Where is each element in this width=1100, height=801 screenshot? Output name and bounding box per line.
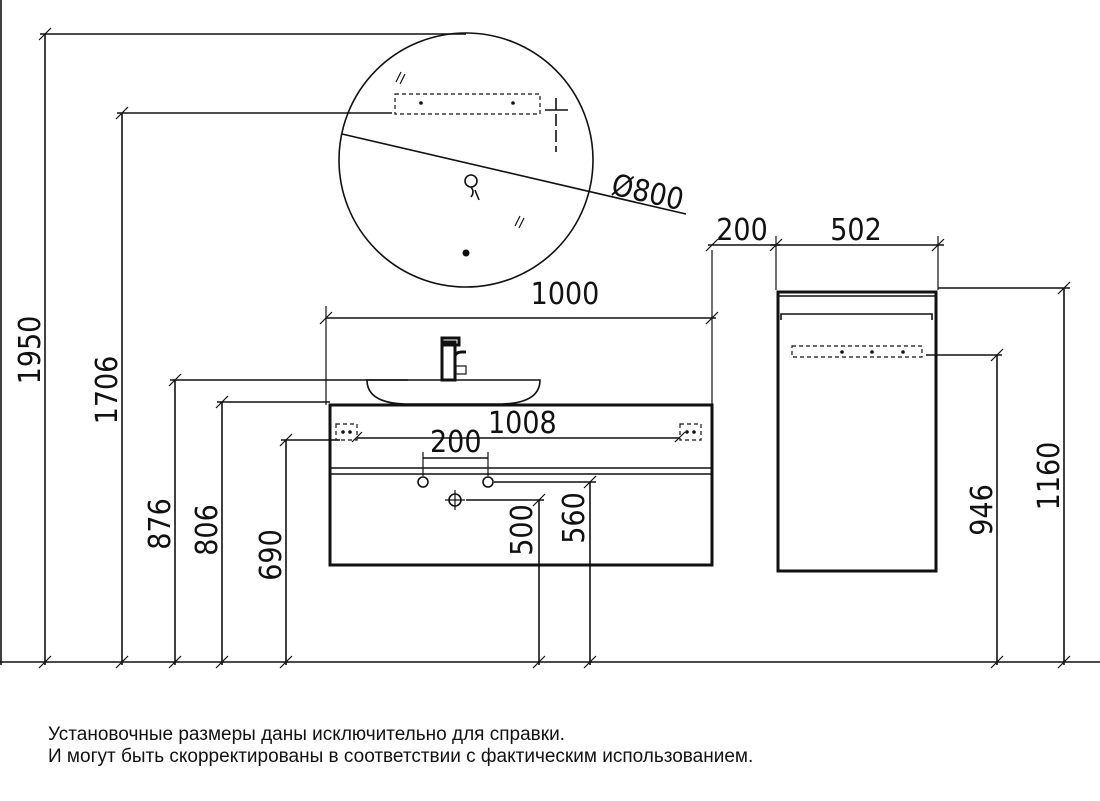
mirror-diameter-label: Ø800 (608, 167, 687, 219)
dim-1000 (320, 250, 718, 405)
dim-690 (254, 434, 340, 668)
dim-876 (143, 374, 408, 668)
round-mirror (339, 33, 687, 287)
svg-text:1008: 1008 (488, 406, 557, 441)
dim-1706 (90, 107, 392, 668)
dim-946 (926, 349, 1003, 668)
faucet (442, 338, 466, 380)
svg-text:200: 200 (430, 425, 482, 460)
glass-mark-icon (396, 72, 524, 228)
mounting-bracket-left (336, 424, 357, 440)
note-line-1: Установочные размеры даны исключительно для справки. (48, 724, 565, 745)
svg-text:1706: 1706 (90, 355, 125, 425)
svg-text:876: 876 (143, 498, 178, 550)
svg-text:1000: 1000 (530, 277, 600, 312)
mounting-bracket-right (680, 424, 701, 440)
mirror-mount-point (463, 250, 470, 257)
wall-cabinet (778, 292, 936, 571)
svg-text:502: 502 (830, 213, 882, 248)
pipe-hole-left (418, 477, 428, 487)
dim-500 (505, 494, 545, 668)
svg-text:200: 200 (716, 213, 768, 248)
basin (367, 380, 540, 404)
svg-text:806: 806 (190, 504, 225, 556)
svg-text:560: 560 (557, 492, 592, 544)
touch-sensor-icon (465, 175, 479, 200)
svg-text:946: 946 (965, 484, 1000, 536)
dim-560 (557, 476, 596, 668)
installation-note (48, 724, 753, 768)
dim-1160 (938, 282, 1070, 668)
drain-mark (445, 490, 465, 510)
mirror-led-strip (395, 94, 540, 114)
svg-text:1950: 1950 (13, 315, 48, 385)
svg-text:690: 690 (254, 529, 289, 581)
dim-502 (770, 213, 944, 290)
dim-1950 (13, 28, 466, 668)
pipe-hole-right (483, 477, 493, 487)
svg-text:1160: 1160 (1032, 441, 1067, 511)
svg-text:500: 500 (505, 504, 540, 556)
note-line-2: И могут быть скорректированы в соответствии с фактическим использованием. (48, 746, 754, 767)
